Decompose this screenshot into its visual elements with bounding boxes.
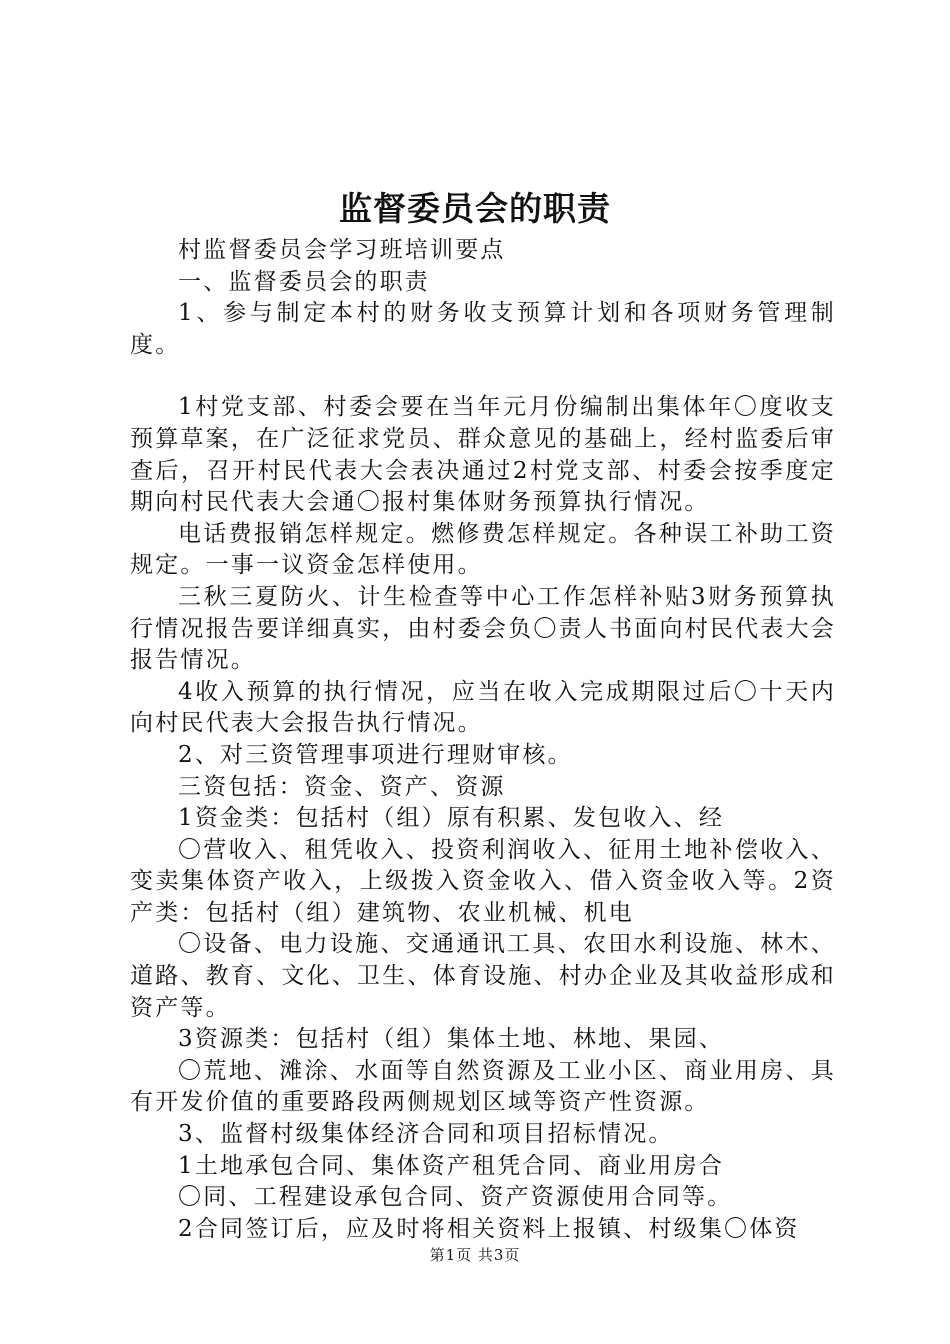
paragraph: 1、参与制定本村的财务收支预算计划和各项财务管理制度。	[130, 300, 836, 358]
paragraph: 三资包括：资金、资产、资源	[178, 773, 506, 800]
document-title: 监督委员会的职责	[339, 189, 611, 228]
paragraph: 3、监督村级集体经济合同和项目招标情况。	[178, 1121, 674, 1148]
paragraph: 三秋三夏防火、计生检查等中心工作怎样补贴3财务预算执行情况报告要详细真实，由村委会负〇责人书面向村民代表大会报告情况。	[130, 583, 836, 674]
paragraph: 〇同、工程建设承包合同、资产资源使用合同等。	[178, 1184, 733, 1211]
paragraph: 电话费报销怎样规定。燃修费怎样规定。各种误工补助工资规定。一事一议资金怎样使用。	[130, 520, 836, 579]
paragraph: 1资金类：包括村（组）原有积累、发包收入、经	[178, 805, 725, 832]
paragraph: 一、监督委员会的职责	[178, 268, 430, 295]
paragraph: 2合同签订后，应及时将相关资料上报镇、村级集〇体资	[178, 1215, 800, 1242]
paragraph: 〇营收入、租凭收入、投资利润收入、征用土地补偿收入、变卖集体资产收入，上级拨入资金收入、借入资金收入等。2资产类：包括村（组）建筑物、农业机械、机电	[130, 836, 836, 926]
page-footer: 第1页 共3页	[429, 1246, 521, 1264]
paragraph: 1土地承包合同、集体资产租凭合同、商业用房合	[178, 1152, 725, 1179]
document-body	[130, 235, 836, 1245]
paragraph: 4收入预算的执行情况，应当在收入完成期限过后〇十天内向村民代表大会报告执行情况。	[130, 678, 836, 737]
paragraph: 3资源类：包括村（组）集体土地、林地、果园、	[178, 1026, 725, 1053]
paragraph: 2、对三资管理事项进行理财审核。	[178, 741, 573, 768]
paragraph: 〇设备、电力设施、交通通讯工具、农田水利设施、林木、道路、教育、文化、卫生、体育设施、村办企业及其收益形成和资产等。	[130, 931, 836, 1021]
paragraph: 村监督委员会学习班培训要点	[178, 237, 506, 263]
paragraph: 1村党支部、村委会要在当年元月份编制出集体年〇度收支预算草案，在广泛征求党员、群众意见的基础上，经村监委后审查后，召开村民代表大会表决通过2村党支部、村委会按季度定期向村民代表大会通〇报村集体财务预算执行情况。	[130, 394, 836, 516]
paragraph: 〇荒地、滩涂、水面等自然资源及工业小区、商业用房、具有开发价值的重要路段两侧规划区域等资产性资源。	[130, 1057, 836, 1116]
